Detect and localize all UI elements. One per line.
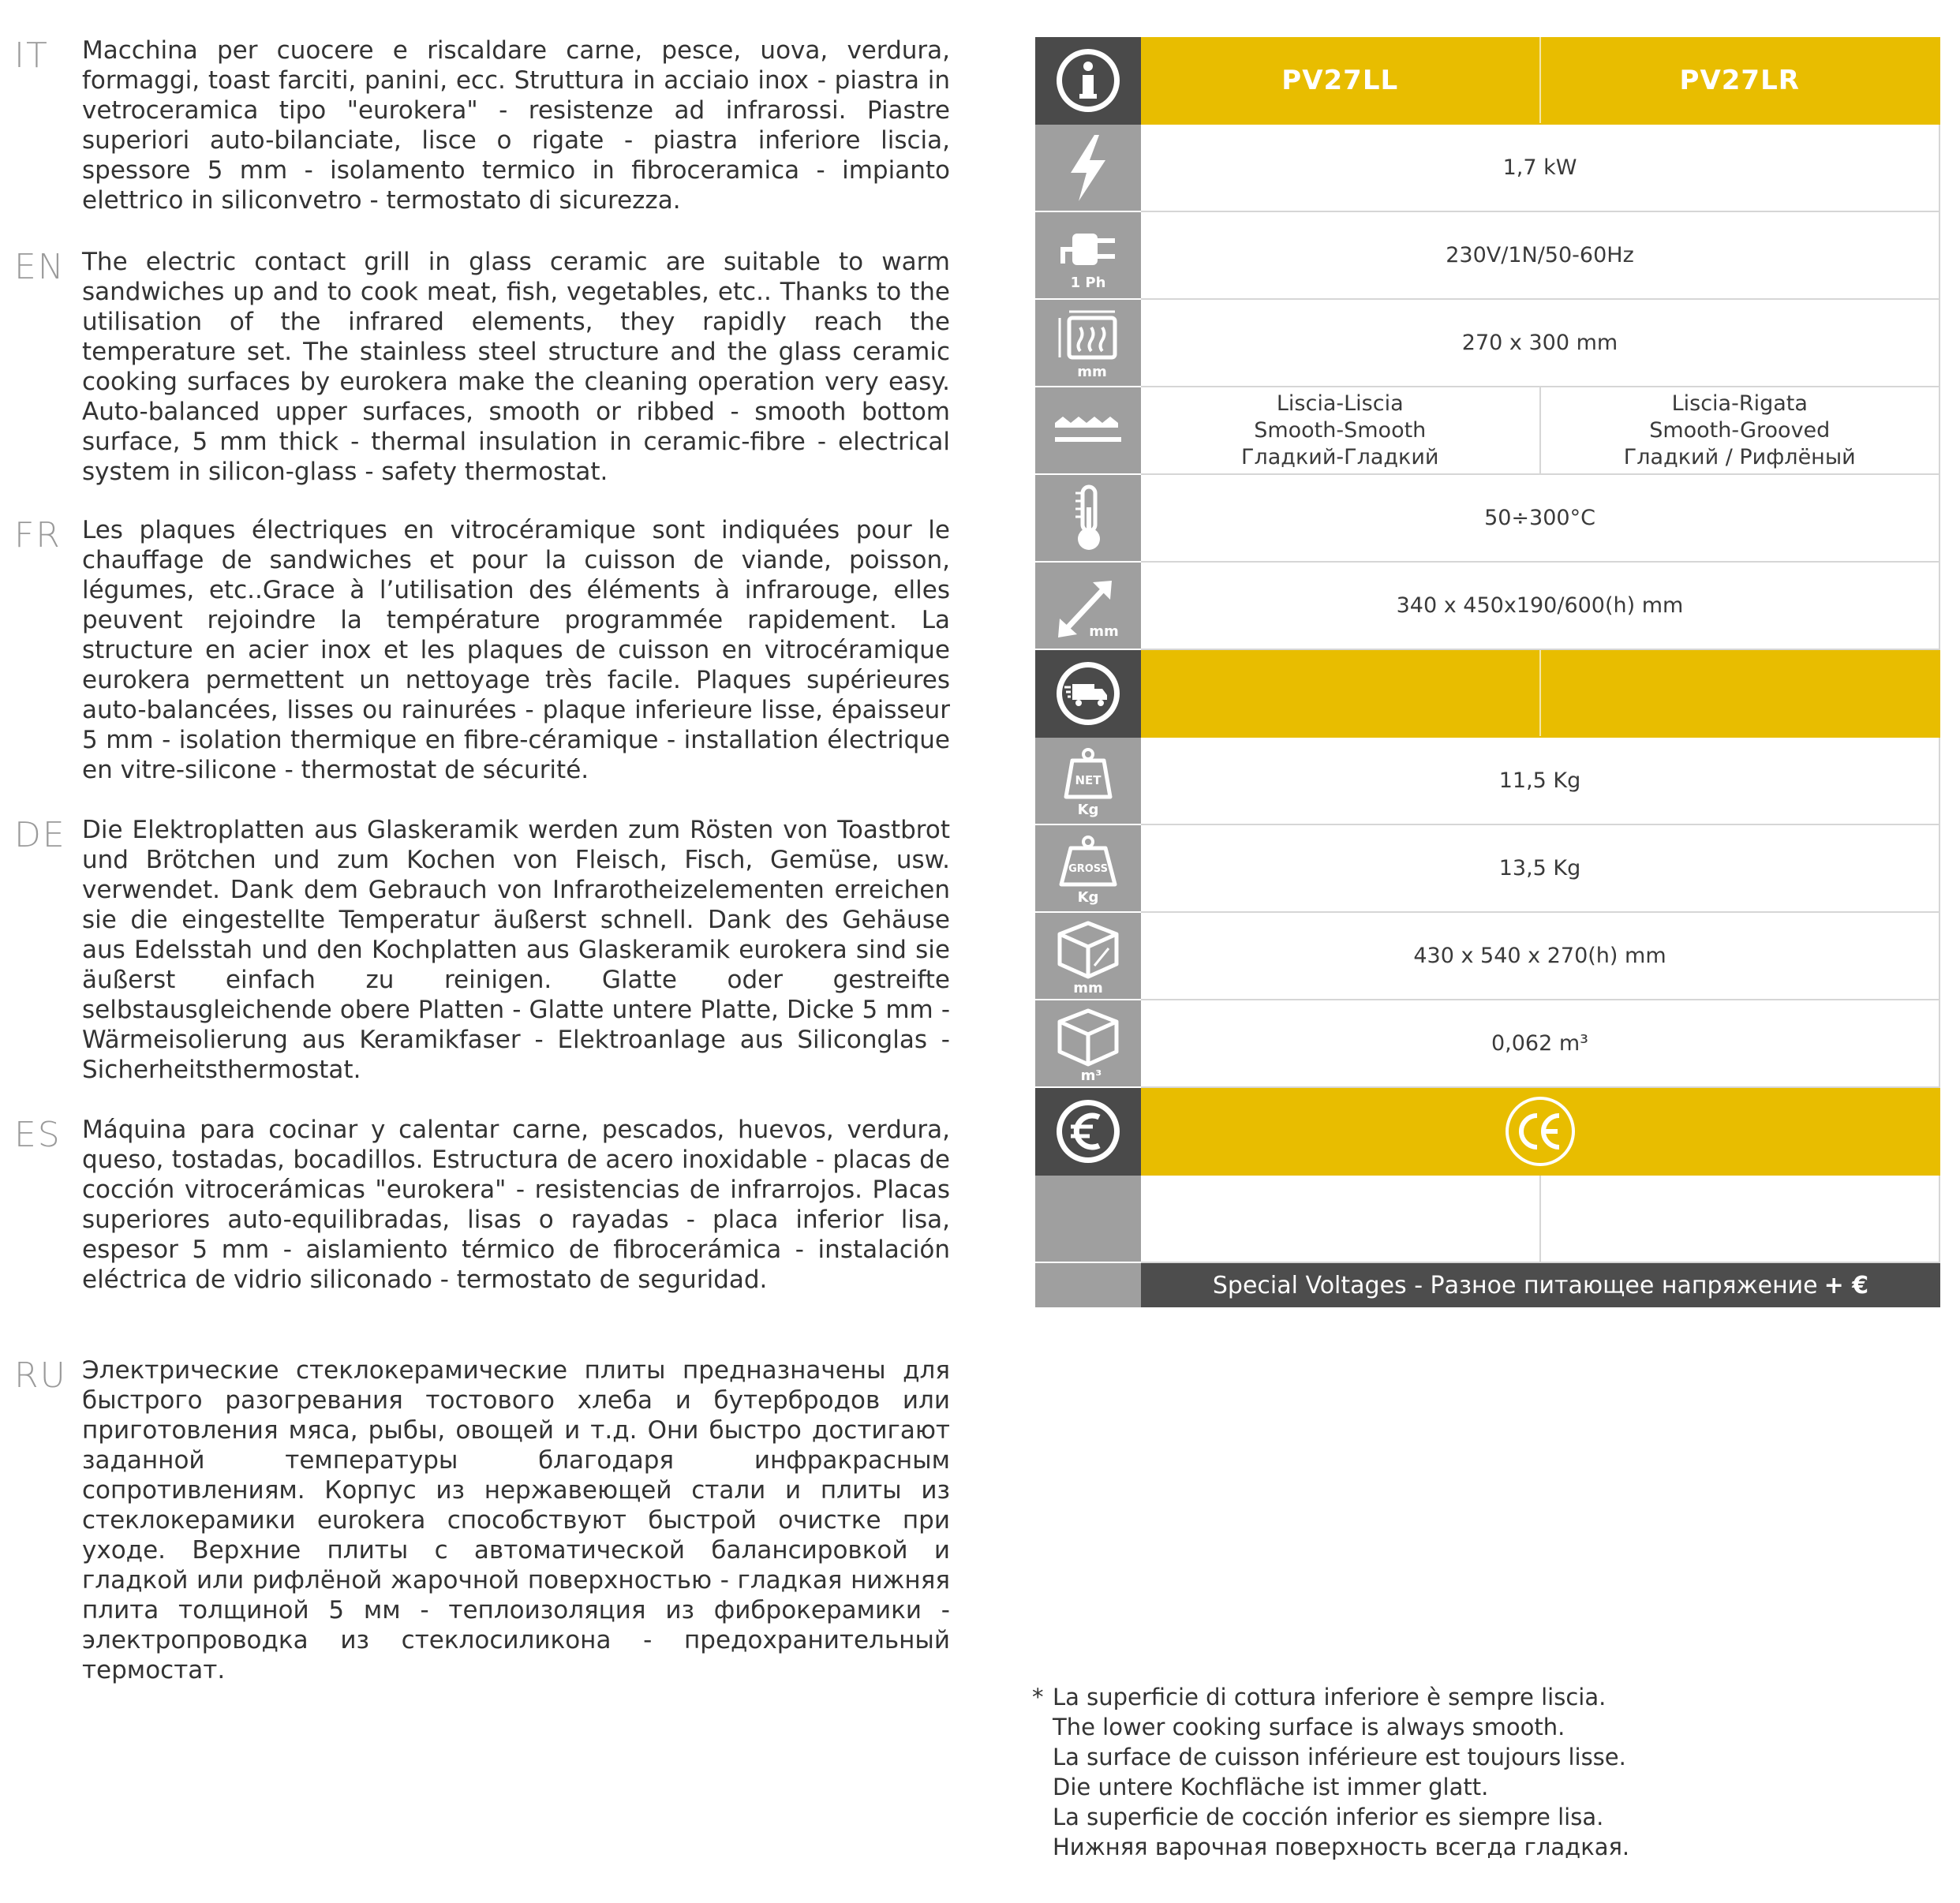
- lang-code: RU: [14, 1355, 67, 1396]
- truck-icon: [1035, 650, 1141, 738]
- row-plate-types: [1035, 387, 1940, 475]
- plug-icon: [1035, 212, 1141, 300]
- footnote-line: La superficie de cocción inferior es siempre lisa.: [1053, 1804, 1604, 1830]
- net-weight-value: 11,5 Kg: [1498, 768, 1581, 793]
- special-voltages-bar: [1141, 1263, 1940, 1307]
- cooking-surface-value: 270 x 300 mm: [1461, 330, 1618, 355]
- box-dimensions-icon: [1035, 913, 1141, 1000]
- mm-label: mm: [1073, 979, 1103, 996]
- row-shipping-header: [1035, 650, 1940, 738]
- footnote-line: The lower cooking surface is always smooth.: [1053, 1714, 1565, 1740]
- lang-text: Macchina per cuocere e riscaldare carne, pesce, uova, verdura, formaggi, toast farciti, panini, ecc. Struttura in acciaio inox - piastra in vetroceramica tipo "eurokera" - resistenze ad infrarossi. Piastre superiori auto-bilanciate, lisce o rigate - piastra inferiore liscia, spessore 5 mm - isolamento termico in fibroceramica - impianto elettrico in siliconvetro - termostato di sicurezza.: [82, 36, 950, 215]
- row-package-dimensions: [1035, 913, 1940, 1000]
- lightning-icon: [1035, 125, 1141, 212]
- cooking-surface-icon: [1035, 300, 1141, 387]
- lang-code: ES: [14, 1115, 62, 1155]
- lang-code: IT: [14, 36, 49, 76]
- package-dimensions-value: 430 x 540 x 270(h) mm: [1413, 943, 1666, 968]
- model-name: PV27LR: [1539, 37, 1939, 123]
- row-price: [1035, 1176, 1940, 1263]
- plate-type-line: Smooth-Grooved: [1649, 417, 1831, 443]
- plate-type-line: Гладкий-Гладкий: [1241, 444, 1439, 469]
- mm-label: mm: [1089, 622, 1119, 640]
- row-temperature: [1035, 475, 1940, 563]
- row-voltage: [1035, 212, 1940, 300]
- plate-type-line: Гладкий / Рифлёный: [1623, 444, 1856, 469]
- row-gross-weight: [1035, 825, 1940, 913]
- kg-label: Kg: [1077, 888, 1099, 906]
- lang-text: The electric contact grill in glass ceramic are suitable to warm sandwiches up and to cook meat, fish, vegetables, etc.. Thanks to the utilisation of the infrared elements, they rapidly reach the temperature set. The stainless steel structure and the glass ceramic cooking surfaces by eurokera make the cleaning operation very easy. Auto-balanced upper surfaces, smooth or ribbed - smooth bottom surface, 5 mm thick - thermal insulation in ceramic-fibre - electrical system in silicon-glass - safety thermostat.: [82, 248, 950, 486]
- shipping-cell: [1141, 650, 1539, 736]
- row-dimensions: [1035, 563, 1940, 650]
- row-power: [1035, 125, 1940, 212]
- lang-text: Les plaques électriques en vitrocéramique sont indiquées pour le chauffage de sandwiches et pour la cuisson de viande, poisson, légumes, etc..Grace à l’utilisation des éléments à infrarouge, elles peuvent rejoindre la température programmée rapidement. La structure en acier inox et les plaques de cuisson en vitrocéramique eurokera permettent un nettoyage très facile. Plaques supérieures auto-balancées, lisses ou rainurées - plaque inferieure lisse, épaisseur 5 mm - isolation thermique en fibre-céramique - installation électrique en vitre-silicone - thermostat de sécurité.: [82, 516, 950, 784]
- ce-mark-cell: [1141, 1088, 1939, 1174]
- lang-code: DE: [14, 815, 66, 855]
- lang-text: Die Elektroplatten aus Glaskeramik werden zum Rösten von Toastbrot und Brötchen und zum Kochen von Fleisch, Fisch, Gemüse, usw. verwendet. Dank dem Gebrauch von Infrarotheizelementen erreichen sie die eingestellte Temperatur äußerst schnell. Dank des Gehäuse aus Edelsstah und den Kochplatten aus Glaskeramik eurokera sind sie äußerst einfach zu reinigen. Glatte oder gestreifte selbstausgleichende obere Platten - Glatte untere Platte, Dicke 5 mm - Wärmeisolierung aus Keramikfaser - Elektroanlage aus Siliconglas - Sicherheitsthermostat.: [82, 816, 950, 1084]
- lang-code: EN: [14, 247, 65, 287]
- row-price-header: [1035, 1088, 1940, 1176]
- price-icon-cell: [1035, 1176, 1141, 1263]
- volume-value: 0,062 m³: [1491, 1030, 1588, 1056]
- m3-label: m³: [1080, 1067, 1102, 1083]
- footnote-line: La surface de cuisson inférieure est toujours lisse.: [1053, 1744, 1626, 1770]
- plate-surface-icon: [1035, 387, 1141, 475]
- gross-weight-icon: [1035, 825, 1141, 913]
- net-weight-icon: [1035, 738, 1141, 825]
- row-cooking-surface: [1035, 300, 1940, 387]
- footnote-line: La superficie di cottura inferiore è sempre liscia.: [1053, 1684, 1607, 1710]
- mm-label: mm: [1077, 363, 1107, 380]
- gross-weight-value: 13,5 Kg: [1498, 855, 1581, 880]
- dimensions-icon: [1035, 563, 1141, 650]
- plate-type-line: Smooth-Smooth: [1254, 417, 1427, 443]
- thermometer-icon: [1035, 475, 1141, 563]
- footnote-star: *: [1032, 1684, 1044, 1710]
- lang-code: FR: [14, 515, 62, 555]
- gross-label: GROSS: [1068, 862, 1108, 875]
- special-voltages-row: [1035, 1263, 1940, 1307]
- row-models: [1035, 37, 1940, 125]
- ce-mark-icon: [1501, 1092, 1580, 1171]
- row-volume: [1035, 1000, 1940, 1088]
- plate-type-lr: [1539, 387, 1939, 473]
- euro-icon: [1035, 1088, 1141, 1176]
- box-volume-icon: [1035, 1000, 1141, 1088]
- model-name: PV27LL: [1281, 64, 1399, 96]
- plate-type-line: Liscia-Rigata: [1671, 391, 1808, 416]
- plate-type-ll: [1141, 387, 1539, 473]
- net-label: NET: [1075, 772, 1102, 787]
- special-voltages-text: Special Voltages - Разное питающее напряжение: [1212, 1271, 1818, 1299]
- footer-icon-cell: [1035, 1263, 1141, 1307]
- footnote-line: Die untere Kochfläche ist immer glatt.: [1053, 1774, 1489, 1800]
- price-cell: [1141, 1176, 1539, 1262]
- spec-table: [1035, 37, 1940, 1307]
- price-cell: [1539, 1176, 1939, 1262]
- special-voltages-suffix: + €: [1823, 1271, 1869, 1299]
- voltage-value: 230V/1N/50-60Hz: [1446, 242, 1634, 267]
- lang-text: Máquina para cocinar y calentar carne, pescados, huevos, verdura, queso, tostadas, bocadillos. Estructura de acero inoxidable - placas de cocción vitrocerámicas "eurokera" - resistencias de infrarrojos. Placas superiores auto-equilibradas, lisas o rayadas - placa inferior lisa, espesor 5 mm - aislamiento térmico de fibrocerámica - instalación eléctrica de vidrio siliconado - termostato de seguridad.: [82, 1116, 950, 1294]
- dimensions-value: 340 x 450x190/600(h) mm: [1396, 593, 1684, 618]
- kg-label: Kg: [1077, 801, 1099, 818]
- footnote-line: Нижняя варочная поверхность всегда гладкая.: [1053, 1834, 1630, 1860]
- row-net-weight: [1035, 738, 1940, 825]
- power-value: 1,7 kW: [1502, 155, 1577, 180]
- plate-type-line: Liscia-Liscia: [1276, 391, 1404, 416]
- phase-label: 1 Ph: [1070, 274, 1106, 291]
- temperature-value: 50÷300°C: [1484, 505, 1595, 530]
- lang-text: Электрические стеклокерамические плиты предназначены для быстрого разогревания тостового хлеба и бутербродов или приготовления мяса, рыбы, овощей и т.д. Они быстро достигают заданной температуры благодаря инфракрасным сопротивлениям. Корпус из нержавеющей стали и плиты из стеклокерамики eurokera способствуют быстрой очистке при уходе. Верхние плиты с автоматической балансировкой и гладкой или рифлёной жарочной поверхностью - гладкая нижняя плита толщиной 5 мм - теплоизоляция из фиброкерамики - электропроводка из стеклосиликона - предохранительный термостат.: [82, 1356, 950, 1684]
- info-icon: [1035, 37, 1141, 125]
- shipping-cell: [1539, 650, 1939, 736]
